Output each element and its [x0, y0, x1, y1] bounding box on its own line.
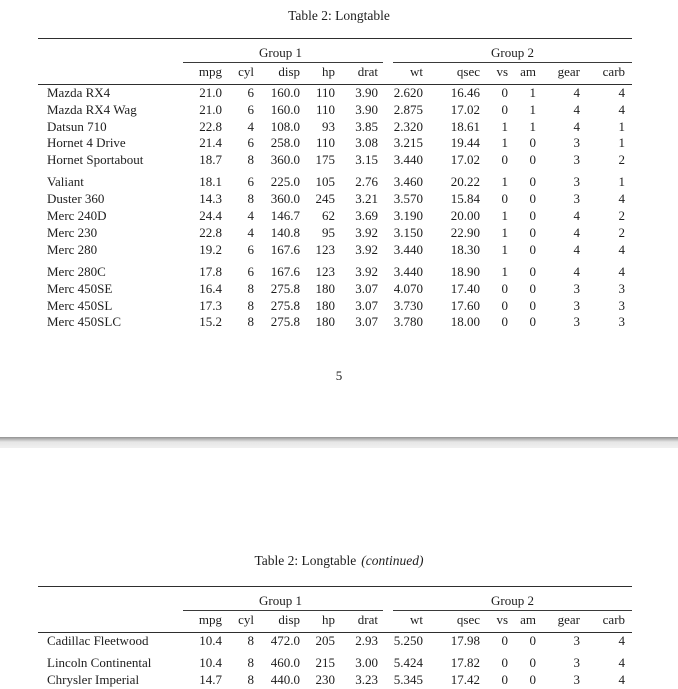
cell-carb: 4 [618, 101, 626, 117]
row-label: Merc 280 [47, 241, 98, 257]
cell-qsec: 17.02 [450, 101, 480, 117]
cell-qsec: 20.22 [450, 174, 480, 190]
cell-wt: 4.070 [393, 280, 423, 296]
cell-drat: 3.21 [355, 191, 378, 207]
cell-gear: 3 [573, 135, 580, 151]
cell-am: 0 [529, 174, 536, 190]
cell-gear: 3 [573, 633, 580, 648]
cell-vs: 0 [501, 280, 508, 296]
cell-am: 1 [529, 101, 536, 117]
cell-disp: 275.8 [270, 314, 300, 330]
cell-carb: 3 [618, 280, 626, 296]
cell-cyl: 6 [247, 85, 254, 100]
cell-carb: 2 [618, 224, 626, 240]
cell-disp: 167.6 [270, 241, 300, 257]
cell-mpg: 19.2 [199, 241, 222, 257]
column-header-qsec: qsec [423, 63, 480, 85]
group-header-row [38, 39, 632, 63]
cell-mpg: 14.3 [199, 191, 222, 207]
cell-hp: 110 [315, 85, 335, 100]
column-header-row [38, 63, 632, 85]
cell-carb: 3 [618, 314, 626, 330]
cell-wt: 2.875 [393, 101, 423, 117]
column-header-disp: disp [254, 63, 300, 85]
cell-qsec: 17.02 [450, 152, 480, 168]
cell-mpg: 24.4 [199, 208, 222, 224]
cell-gear: 4 [573, 101, 580, 117]
cell-wt: 3.215 [393, 135, 423, 151]
cell-qsec: 20.00 [450, 208, 480, 224]
cell-mpg: 15.2 [199, 314, 222, 330]
cell-disp: 167.6 [270, 263, 300, 279]
cell-wt: 5.424 [393, 655, 423, 671]
cell-qsec: 18.61 [450, 118, 480, 134]
cell-wt: 3.780 [393, 314, 423, 330]
table-row [38, 258, 632, 280]
cell-mpg: 21.0 [199, 85, 222, 100]
cell-drat: 3.15 [355, 152, 378, 168]
cell-hp: 180 [315, 297, 335, 313]
cell-carb: 4 [618, 672, 626, 688]
cell-vs: 1 [501, 208, 508, 224]
cell-wt: 5.250 [393, 633, 423, 648]
table-row [38, 102, 632, 119]
cell-mpg: 17.8 [199, 263, 222, 279]
cell-drat: 2.76 [355, 174, 378, 190]
table-row [38, 85, 632, 102]
table-row [38, 152, 632, 169]
cell-wt: 3.460 [393, 174, 423, 190]
cell-drat: 3.23 [355, 672, 378, 688]
column-header-disp: disp [254, 611, 300, 633]
cell-hp: 123 [315, 263, 335, 279]
cell-qsec: 15.84 [450, 191, 480, 207]
cell-cyl: 8 [247, 672, 254, 688]
row-label: Merc 450SL [47, 297, 113, 313]
cell-drat: 3.90 [355, 85, 378, 100]
cell-disp: 360.0 [270, 191, 300, 207]
table-caption-text: Table 2: Longtable [254, 553, 357, 568]
cell-am: 0 [529, 152, 536, 168]
cell-disp: 160.0 [270, 101, 300, 117]
cell-gear: 4 [573, 208, 580, 224]
cell-drat: 3.07 [355, 314, 378, 330]
cell-mpg: 18.7 [199, 152, 222, 168]
cell-cyl: 6 [247, 263, 254, 279]
cell-gear: 3 [573, 672, 580, 688]
table-row [38, 119, 632, 136]
cell-carb: 1 [618, 135, 626, 151]
column-header-drat: drat [335, 611, 378, 633]
cell-gear: 4 [573, 241, 580, 257]
cell-qsec: 17.82 [450, 655, 480, 671]
cell-vs: 0 [501, 314, 508, 330]
row-label: Chrysler Imperial [47, 672, 140, 688]
cell-vs: 0 [501, 297, 508, 313]
row-label: Cadillac Fleetwood [47, 633, 149, 648]
cell-hp: 175 [315, 152, 335, 168]
cell-vs: 1 [501, 224, 508, 240]
column-header-am: am [508, 63, 536, 85]
cell-gear: 3 [573, 191, 580, 207]
cell-qsec: 17.40 [450, 280, 480, 296]
group-2-header: Group 2 [378, 39, 632, 63]
cell-qsec: 16.46 [450, 85, 480, 100]
cell-vs: 0 [501, 633, 508, 648]
table-row [38, 672, 632, 689]
cell-mpg: 22.8 [199, 224, 222, 240]
cell-wt: 3.730 [393, 297, 423, 313]
cell-mpg: 21.0 [199, 101, 222, 117]
column-header-vs: vs [480, 611, 508, 633]
cell-am: 0 [529, 241, 536, 257]
table-row [38, 169, 632, 191]
column-header-mpg: mpg [183, 611, 222, 633]
cell-hp: 180 [315, 280, 335, 296]
cell-wt: 3.440 [393, 263, 423, 279]
cell-vs: 1 [501, 263, 508, 279]
cell-qsec: 17.98 [450, 633, 480, 648]
row-label: Valiant [47, 174, 84, 190]
column-header-cyl: cyl [222, 611, 254, 633]
cell-am: 0 [529, 633, 536, 648]
cell-mpg: 22.8 [199, 118, 222, 134]
row-label: Hornet 4 Drive [47, 135, 126, 151]
cell-carb: 1 [618, 174, 626, 190]
cell-carb: 3 [618, 297, 626, 313]
table-caption [0, 0, 678, 23]
cell-disp: 258.0 [270, 135, 300, 151]
cell-cyl: 8 [247, 152, 254, 168]
row-label-header [38, 63, 183, 85]
cell-disp: 472.0 [270, 633, 300, 648]
table-row [38, 281, 632, 298]
row-label: Datsun 710 [47, 118, 107, 134]
cell-cyl: 4 [247, 224, 254, 240]
column-header-mpg: mpg [183, 63, 222, 85]
document-page-2 [0, 448, 678, 688]
column-header-gear: gear [536, 611, 580, 633]
cell-cyl: 6 [247, 135, 254, 151]
cell-qsec: 18.90 [450, 263, 480, 279]
column-header-qsec: qsec [423, 611, 480, 633]
cell-carb: 2 [618, 152, 626, 168]
cell-am: 1 [529, 85, 536, 100]
cell-disp: 275.8 [270, 280, 300, 296]
cell-am: 0 [529, 314, 536, 330]
row-label: Mazda RX4 Wag [47, 101, 137, 117]
cell-mpg: 10.4 [199, 633, 222, 648]
cell-gear: 3 [573, 314, 580, 330]
cell-drat: 3.69 [355, 208, 378, 224]
cell-drat: 3.92 [355, 224, 378, 240]
cell-disp: 275.8 [270, 297, 300, 313]
cell-am: 0 [529, 655, 536, 671]
cell-vs: 0 [501, 101, 508, 117]
column-header-row [38, 611, 632, 633]
cell-gear: 4 [573, 224, 580, 240]
cell-cyl: 8 [247, 297, 254, 313]
cell-vs: 0 [501, 85, 508, 100]
cell-gear: 3 [573, 297, 580, 313]
cell-hp: 123 [315, 241, 335, 257]
cell-cyl: 6 [247, 101, 254, 117]
cell-carb: 1 [618, 118, 626, 134]
cell-vs: 0 [501, 152, 508, 168]
cell-wt: 3.440 [393, 241, 423, 257]
cell-vs: 0 [501, 191, 508, 207]
cell-hp: 62 [322, 208, 335, 224]
cell-gear: 4 [573, 263, 580, 279]
cell-drat: 3.85 [355, 118, 378, 134]
cell-hp: 110 [315, 135, 335, 151]
cell-disp: 225.0 [270, 174, 300, 190]
row-label: Merc 230 [47, 224, 98, 240]
cell-hp: 95 [322, 224, 335, 240]
cell-wt: 2.620 [393, 85, 423, 100]
cell-cyl: 8 [247, 191, 254, 207]
cell-disp: 440.0 [270, 672, 300, 688]
cell-gear: 3 [573, 174, 580, 190]
table-caption-continued [0, 448, 678, 568]
row-label: Merc 450SLC [47, 314, 122, 330]
column-header-carb: carb [580, 63, 632, 85]
cell-mpg: 14.7 [199, 672, 222, 688]
cell-wt: 3.570 [393, 191, 423, 207]
cell-qsec: 17.42 [450, 672, 480, 688]
cell-disp: 360.0 [270, 152, 300, 168]
cell-hp: 105 [315, 174, 335, 190]
cell-hp: 245 [315, 191, 335, 207]
table-caption-text: Table 2: Longtable [288, 8, 390, 23]
cell-mpg: 18.1 [199, 174, 222, 190]
table-row [38, 135, 632, 152]
cell-am: 0 [529, 191, 536, 207]
cell-am: 0 [529, 224, 536, 240]
cell-qsec: 22.90 [450, 224, 480, 240]
cell-mpg: 17.3 [199, 297, 222, 313]
cell-hp: 110 [315, 101, 335, 117]
cell-disp: 146.7 [270, 208, 300, 224]
cell-hp: 205 [315, 633, 335, 648]
cell-qsec: 18.30 [450, 241, 480, 257]
table-row [38, 242, 632, 259]
column-header-am: am [508, 611, 536, 633]
row-label: Hornet Sportabout [47, 152, 144, 168]
cell-hp: 215 [315, 655, 335, 671]
cell-am: 0 [529, 263, 536, 279]
cell-gear: 4 [573, 85, 580, 100]
row-label-header [38, 611, 183, 633]
cell-disp: 460.0 [270, 655, 300, 671]
cell-drat: 3.00 [355, 655, 378, 671]
table-row [38, 650, 632, 672]
cell-carb: 4 [618, 263, 626, 279]
column-header-gear: gear [536, 63, 580, 85]
cell-wt: 3.190 [393, 208, 423, 224]
cell-gear: 4 [573, 118, 580, 134]
group-1-header: Group 1 [183, 39, 378, 63]
cell-hp: 230 [315, 672, 335, 688]
row-label: Duster 360 [47, 191, 105, 207]
column-header-wt: wt [378, 63, 423, 85]
cell-hp: 180 [315, 314, 335, 330]
cell-cyl: 8 [247, 655, 254, 671]
column-header-vs: vs [480, 63, 508, 85]
cell-gear: 3 [573, 152, 580, 168]
row-label: Mazda RX4 [47, 85, 111, 100]
cell-drat: 3.92 [355, 263, 378, 279]
cell-drat: 3.92 [355, 241, 378, 257]
table-row [38, 314, 632, 331]
cell-cyl: 8 [247, 314, 254, 330]
cell-vs: 1 [501, 135, 508, 151]
cell-wt: 5.345 [393, 672, 423, 688]
cell-qsec: 18.00 [450, 314, 480, 330]
cell-drat: 3.90 [355, 101, 378, 117]
cell-vs: 0 [501, 672, 508, 688]
column-header-hp: hp [300, 611, 335, 633]
cell-drat: 3.08 [355, 135, 378, 151]
group-1-header: Group 1 [183, 587, 378, 611]
cell-wt: 3.440 [393, 152, 423, 168]
empty-corner-cell [38, 39, 183, 63]
cell-disp: 140.8 [270, 224, 300, 240]
cell-vs: 1 [501, 118, 508, 134]
cell-carb: 4 [618, 241, 626, 257]
cell-vs: 1 [501, 174, 508, 190]
column-header-hp: hp [300, 63, 335, 85]
cell-qsec: 17.60 [450, 297, 480, 313]
page-number: 5 [335, 368, 343, 384]
longtable-continued [38, 586, 632, 689]
row-label: Lincoln Continental [47, 655, 152, 671]
cell-cyl: 6 [247, 174, 254, 190]
cell-carb: 4 [618, 655, 626, 671]
cell-carb: 2 [618, 208, 626, 224]
table-row [38, 208, 632, 225]
cell-hp: 93 [322, 118, 335, 134]
cell-cyl: 8 [247, 633, 254, 648]
row-label: Merc 280C [47, 263, 106, 279]
group-header-row [38, 587, 632, 611]
cell-drat: 2.93 [355, 633, 378, 648]
empty-corner-cell [38, 587, 183, 611]
column-header-cyl: cyl [222, 63, 254, 85]
cell-am: 0 [529, 135, 536, 151]
cell-qsec: 19.44 [450, 135, 480, 151]
cell-wt: 2.320 [393, 118, 423, 134]
cell-carb: 4 [618, 85, 626, 100]
cell-cyl: 8 [247, 280, 254, 296]
column-header-wt: wt [378, 611, 423, 633]
cell-mpg: 16.4 [199, 280, 222, 296]
cell-mpg: 21.4 [199, 135, 222, 151]
table-caption-suffix: (continued) [361, 553, 424, 568]
cell-drat: 3.07 [355, 297, 378, 313]
cell-disp: 160.0 [270, 85, 300, 100]
cell-am: 1 [529, 118, 536, 134]
cell-carb: 4 [618, 633, 626, 648]
column-header-drat: drat [335, 63, 378, 85]
group-2-header: Group 2 [378, 587, 632, 611]
cell-disp: 108.0 [270, 118, 300, 134]
page-separator [0, 437, 678, 448]
cell-gear: 3 [573, 655, 580, 671]
row-label: Merc 240D [47, 208, 107, 224]
cell-vs: 0 [501, 655, 508, 671]
cell-gear: 3 [573, 280, 580, 296]
column-header-carb: carb [580, 611, 632, 633]
cell-cyl: 4 [247, 208, 254, 224]
cell-mpg: 10.4 [199, 655, 222, 671]
longtable [38, 38, 632, 331]
cell-am: 0 [529, 672, 536, 688]
table-row [38, 191, 632, 208]
cell-cyl: 4 [247, 118, 254, 134]
table-row [38, 225, 632, 242]
table-row [38, 298, 632, 315]
cell-cyl: 6 [247, 241, 254, 257]
row-label: Merc 450SE [47, 280, 113, 296]
cell-am: 0 [529, 208, 536, 224]
cell-vs: 1 [501, 241, 508, 257]
cell-am: 0 [529, 280, 536, 296]
cell-am: 0 [529, 297, 536, 313]
cell-drat: 3.07 [355, 280, 378, 296]
cell-wt: 3.150 [393, 224, 423, 240]
cell-carb: 4 [618, 191, 626, 207]
table-row [38, 633, 632, 650]
